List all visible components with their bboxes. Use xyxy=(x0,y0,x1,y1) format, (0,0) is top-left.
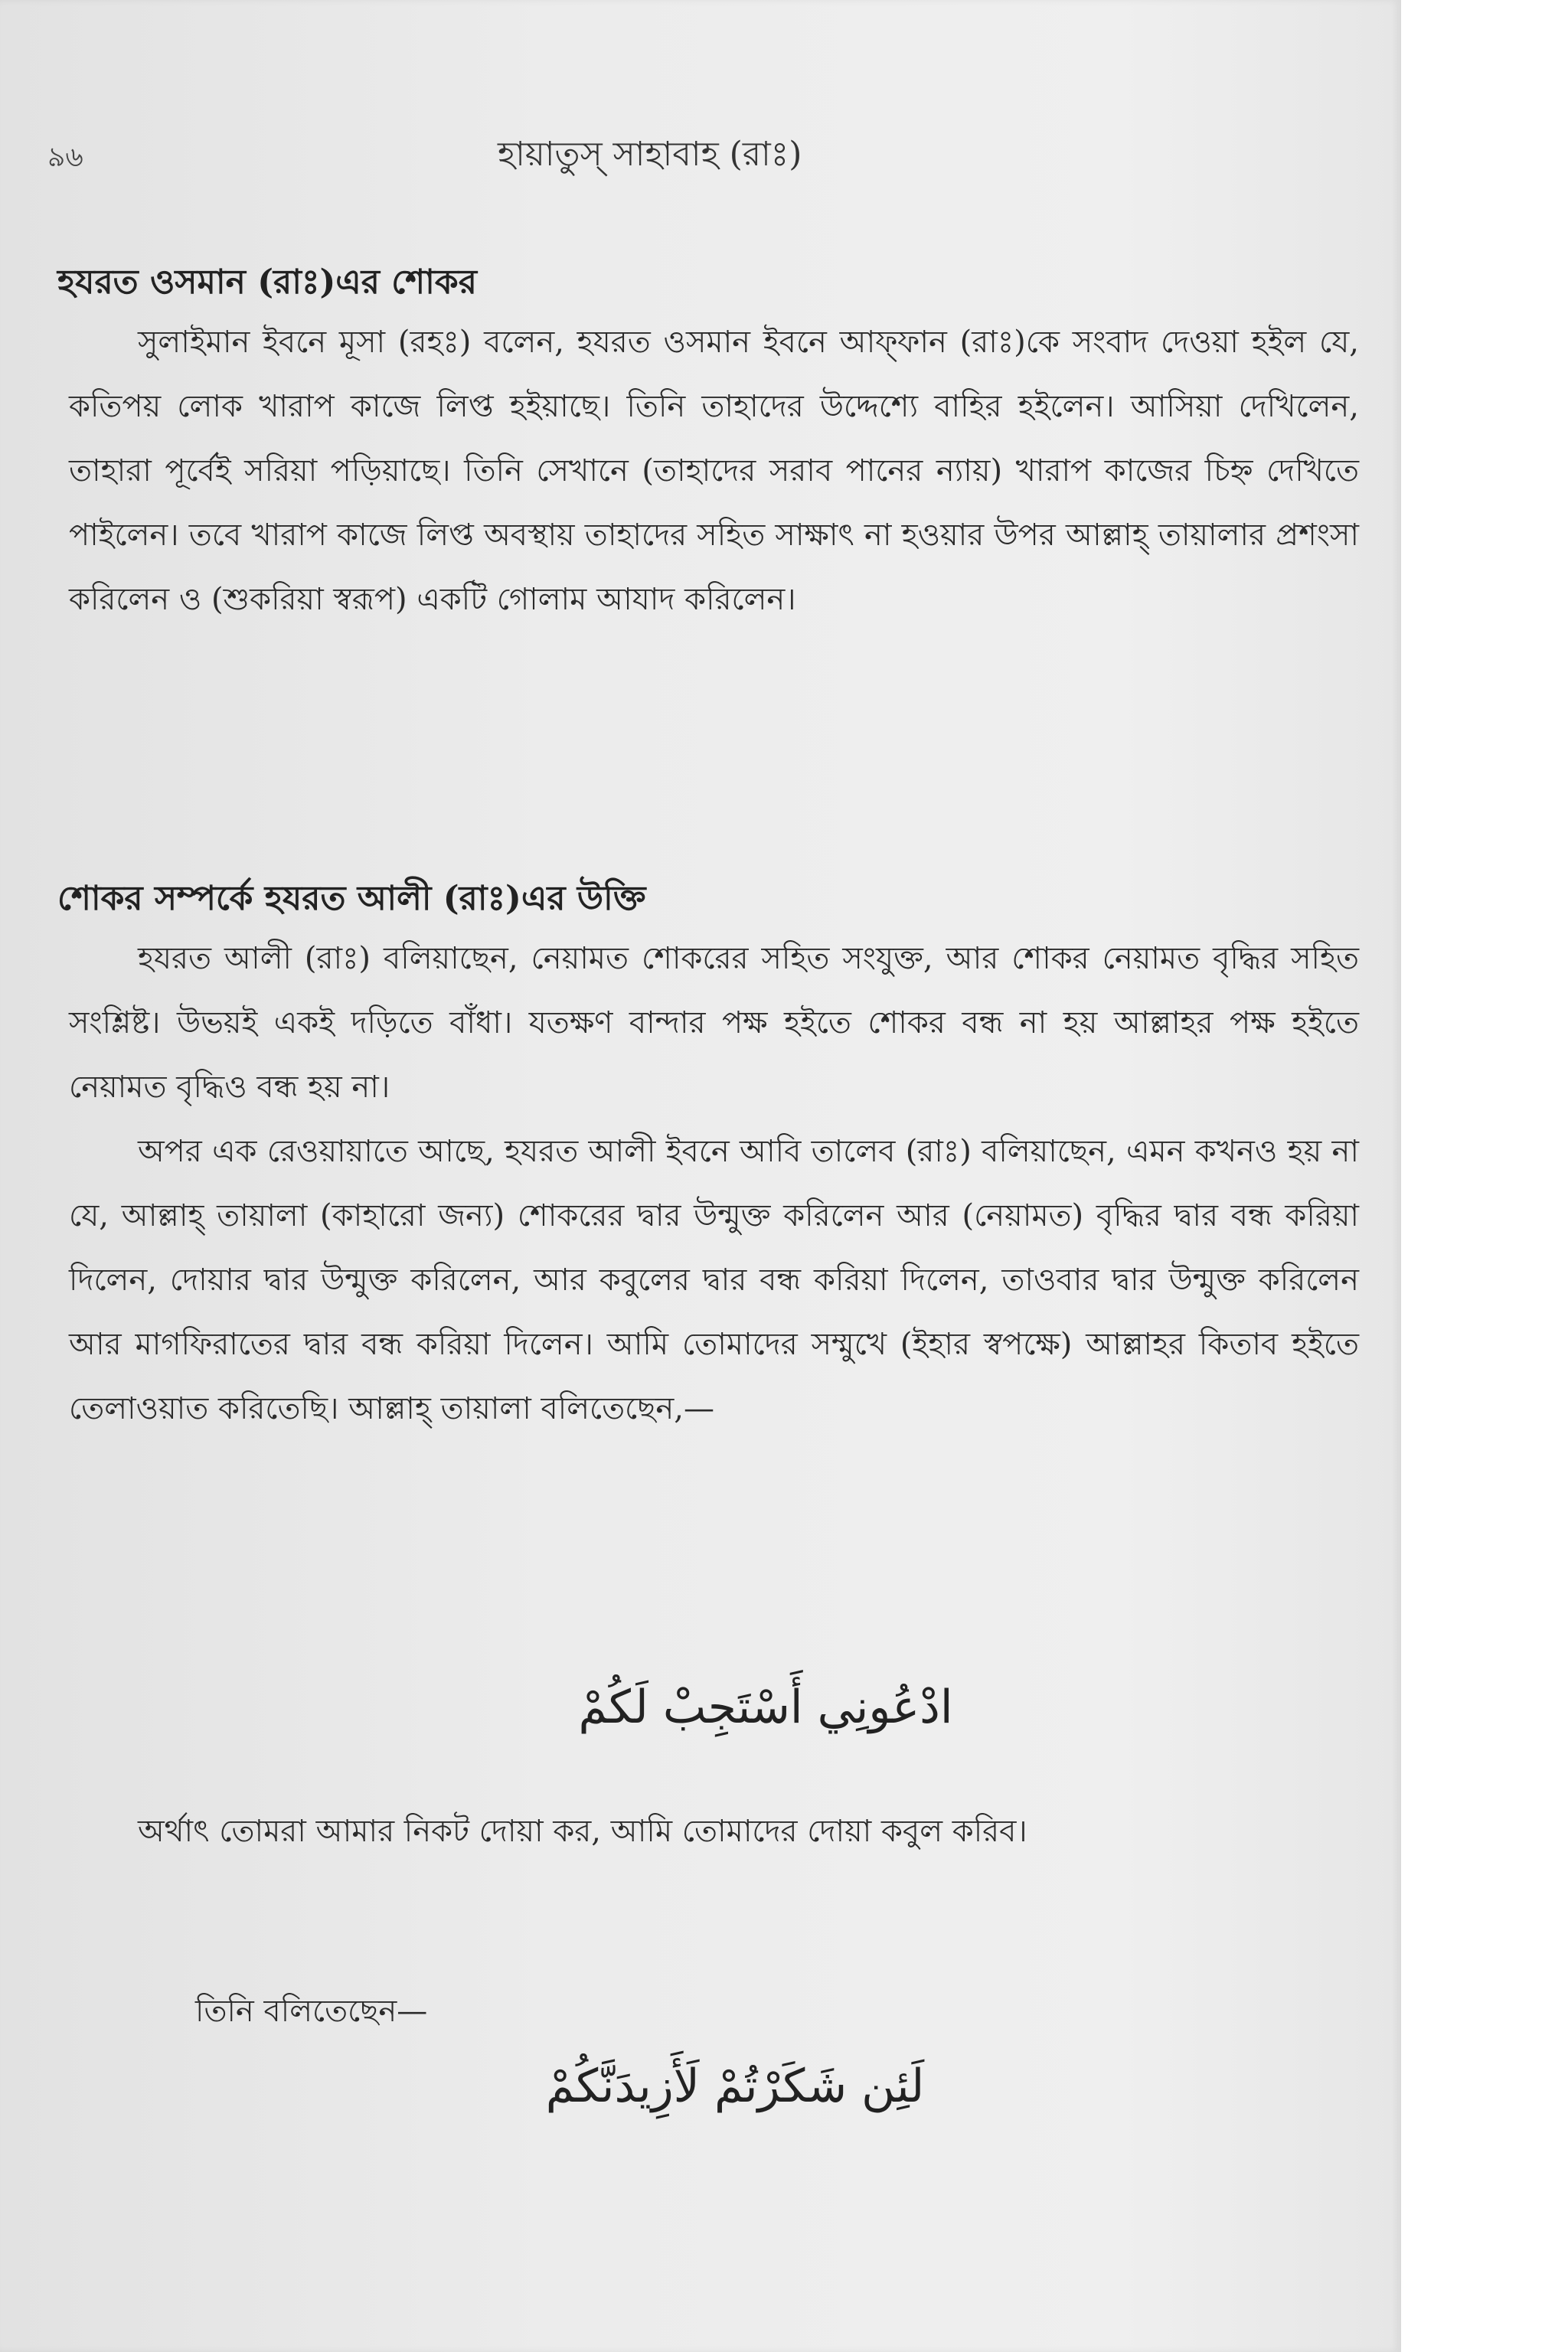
intro-2: তিনি বলিতেছেন— xyxy=(195,1994,428,2029)
section-heading-ali: শোকর সম্পর্কে হযরত আলী (রাঃ)এর উক্তি xyxy=(57,879,646,918)
page-number: ৯৬ xyxy=(47,142,83,173)
quran-verse-1: ادْعُونِي أَسْتَجِبْ لَكُمْ xyxy=(578,1681,953,1734)
translation-1: অর্থাৎ তোমরা আমার নিকট দোয়া কর, আমি তোমাদের দোয়া কবুল করিব। xyxy=(138,1814,1027,1849)
page-margin xyxy=(1401,0,1568,2352)
section-ali-body xyxy=(69,926,1359,1441)
section-osman-body xyxy=(69,310,1359,632)
paragraph: সুলাইমান ইবনে মূসা (রহঃ) বলেন, হযরত ওসমান ইবনে আফ্ফান (রাঃ)কে সংবাদ দেওয়া হইল যে, কতিপয় লোক খারাপ কাজে লিপ্ত হইয়াছে। তিনি তাহাদের উদ্দেশ্যে বাহির হইলেন। আসিয়া দেখিলেন, তাহারা পূর্বেই সরিয়া পড়িয়াছে। তিনি সেখানে (তাহাদের সরাব পানের ন্যায়) খারাপ কাজের চিহ্ন দেখিতে পাইলেন। তবে খারাপ কাজে লিপ্ত অবস্থায় তাহাদের সহিত সাক্ষাৎ না হওয়ার উপর আল্লাহ্ তায়ালার প্রশংসা করিলেন ও (শুকরিয়া স্বরূপ) একটি গোলাম আযাদ করিলেন। xyxy=(69,325,1359,617)
running-title: হায়াতুস্ সাহাবাহ (রাঃ) xyxy=(498,135,802,174)
translation-1-block xyxy=(69,1799,1359,1864)
paragraph: অপর এক রেওয়ায়াতে আছে, হযরত আলী ইবনে আবি তালেব (রাঃ) বলিয়াছেন, এমন কখনও হয় না যে, আল্লাহ্ তায়ালা (কাহারো জন্য) শোকরের দ্বার উন্মুক্ত করিলেন আর (নেয়ামত) বৃদ্ধির দ্বার বন্ধ করিয়া দিলেন, দোয়ার দ্বার উন্মুক্ত করিলেন, আর কবুলের দ্বার বন্ধ করিয়া দিলেন, তাওবার দ্বার উন্মুক্ত করিলেন আর মাগফিরাতের দ্বার বন্ধ করিয়া দিলেন। আমি তোমাদের সম্মুখে (ইহার স্বপক্ষে) আল্লাহর কিতাব হইতে তেলাওয়াত করিতেছি। আল্লাহ্ তায়ালা বলিতেছেন,— xyxy=(69,1134,1359,1426)
paragraph: হযরত আলী (রাঃ) বলিয়াছেন, নেয়ামত শোকরের সহিত সংযুক্ত, আর শোকর নেয়ামত বৃদ্ধির সহিত সংশ্লিষ্ট। উভয়ই একই দড়িতে বাঁধা। যতক্ষণ বান্দার পক্ষ হইতে শোকর বন্ধ না হয় আল্লাহর পক্ষ হইতে নেয়ামত বৃদ্ধিও বন্ধ হয় না। xyxy=(69,941,1359,1105)
section-heading-osman: হযরত ওসমান (রাঃ)এর শোকর xyxy=(57,263,477,302)
quran-verse-2: لَئِن شَكَرْتُمْ لَأَزِيدَنَّكُمْ xyxy=(545,2060,925,2113)
page-header xyxy=(0,129,1401,182)
